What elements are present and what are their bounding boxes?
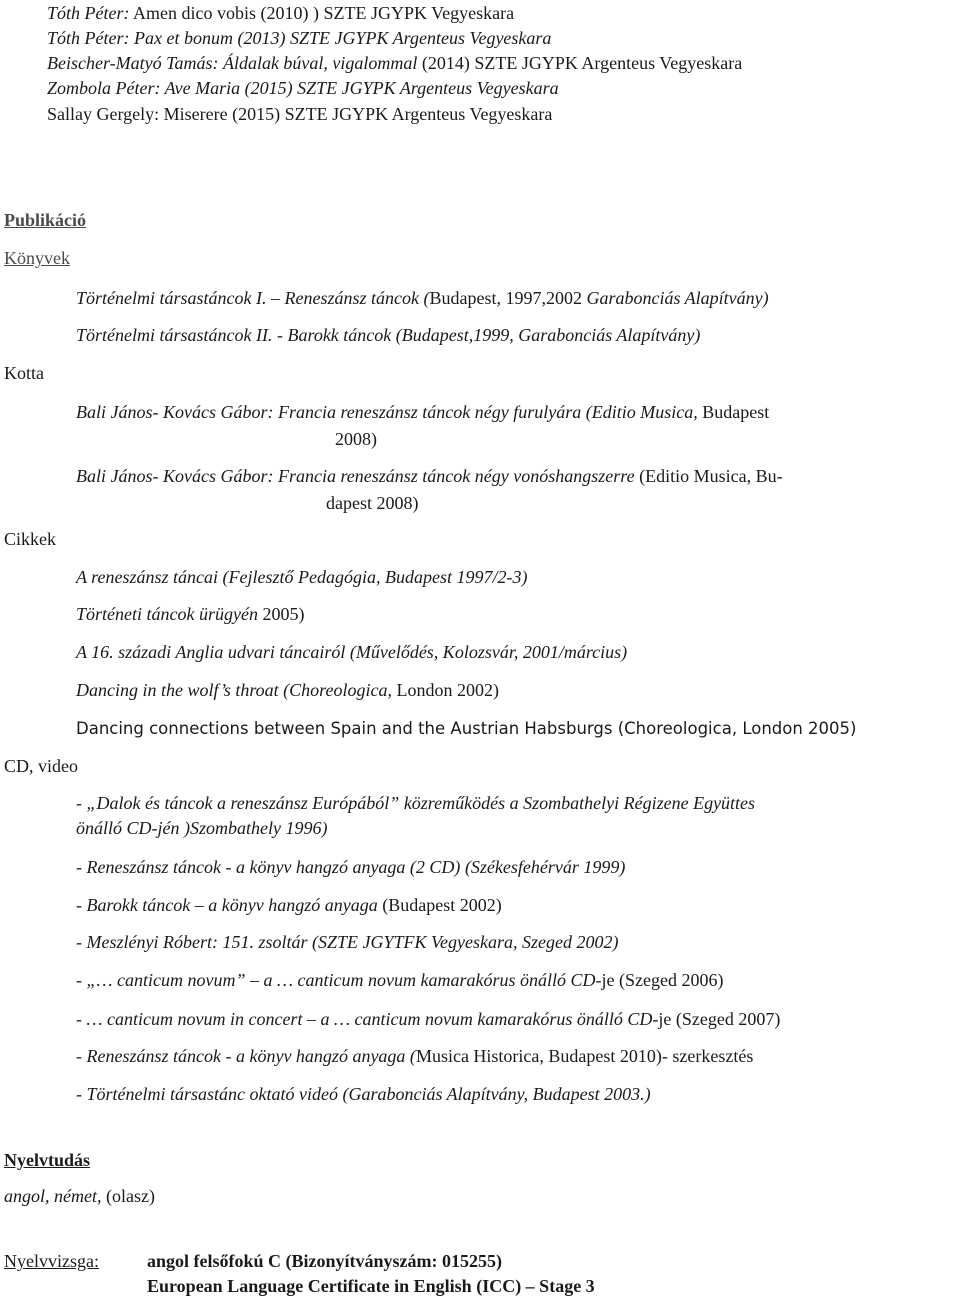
cd-item-8: - Történelmi társastánc oktató videó (Garabonciás Alapítvány, Budapest 2003.): [76, 1084, 651, 1104]
konyvek-label: Könyvek: [4, 248, 70, 268]
publikacio-heading: Publikáció: [4, 210, 87, 230]
work-line-2: Tóth Péter: Pax et bonum (2013) SZTE JGYPK Argenteus Vegyeskara: [47, 28, 552, 48]
cd-video-label: CD, video: [4, 756, 78, 776]
cd-item-2: - Reneszánsz táncok - a könyv hangzó anyaga (2 CD) (Székesfehérvár 1999): [76, 857, 626, 877]
cd-item-4: - Meszlényi Róbert: 151. zsoltár (SZTE JGYTFK Vegyeskara, Szeged 2002): [76, 932, 619, 952]
work-line-1: Tóth Péter: Amen dico vobis (2010) ) SZTE JGYPK Vegyeskara: [47, 3, 515, 23]
cd-item-1-line2: önálló CD-jén )Szombathely 1996): [76, 818, 328, 838]
kotta-item-2: Bali János- Kovács Gábor: Francia reneszánsz táncok négy vonóshangszerre (Editio Musica, Bu-: [76, 466, 783, 486]
cikk-item-4: Dancing in the wolf’s throat (Choreologica, London 2002): [76, 680, 499, 700]
nyelvvizsga-line-1: angol felsőfokú C (Bizonyítványszám: 015255): [147, 1251, 502, 1271]
cd-item-1-line1: - „Dalok és táncok a reneszánsz Európából” közreműködés a Szombathelyi Régizene Együttes: [76, 793, 756, 813]
nyelvvizsga-line-2: European Language Certificate in English (ICC) – Stage 3: [147, 1276, 595, 1296]
cikk-item-2: Történeti táncok ürügyén 2005): [76, 604, 305, 624]
work-line-4: Zombola Péter: Ave Maria (2015) SZTE JGYPK Argenteus Vegyeskara: [47, 78, 559, 98]
kotta-item-1: Bali János- Kovács Gábor: Francia reneszánsz táncok négy furulyára (Editio Musica, Budapest: [76, 402, 770, 422]
languages: angol, német, (olasz): [4, 1186, 155, 1206]
kotta-label: Kotta: [4, 363, 44, 383]
cikk-item-5: Dancing connections between Spain and the Austrian Habsburgs (Choreologica, London 2005): [76, 719, 857, 738]
book-item-1: Történelmi társastáncok I. – Reneszánsz táncok (Budapest, 1997,2002 Garabonciás Alapítvány): [76, 288, 769, 308]
kotta-item-2-cont: dapest 2008): [326, 493, 419, 513]
work-line-5: Sallay Gergely: Miserere (2015) SZTE JGYPK Argenteus Vegyeskara: [47, 104, 553, 124]
cikkek-label: Cikkek: [4, 529, 56, 549]
nyelvtudas-heading: Nyelvtudás: [4, 1150, 91, 1170]
kotta-item-1-cont: 2008): [335, 429, 377, 449]
book-item-2: Történelmi társastáncok II. - Barokk táncok (Budapest,1999, Garabonciás Alapítvány): [76, 325, 701, 345]
cikk-item-1: A reneszánsz táncai (Fejlesztő Pedagógia, Budapest 1997/2-3): [76, 567, 528, 587]
cd-item-3: - Barokk táncok – a könyv hangzó anyaga (Budapest 2002): [76, 895, 502, 915]
cd-item-6: - … canticum novum in concert – a … canticum novum kamarakórus önálló CD-je (Szeged 2007): [76, 1009, 781, 1029]
nyelvvizsga-label: Nyelvvizsga:: [4, 1251, 99, 1271]
cd-item-5: - „… canticum novum” – a … canticum novum kamarakórus önálló CD-je (Szeged 2006): [76, 970, 724, 990]
cd-item-7: - Reneszánsz táncok - a könyv hangzó anyaga (Musica Historica, Budapest 2010)- szerkesztés: [76, 1046, 754, 1066]
cikk-item-3: A 16. századi Anglia udvari táncairól (Művelődés, Kolozsvár, 2001/március): [76, 642, 628, 662]
work-line-3: Beischer-Matyó Tamás: Áldalak búval, vigalommal (2014) SZTE JGYPK Argenteus Vegyeskara: [47, 53, 743, 73]
